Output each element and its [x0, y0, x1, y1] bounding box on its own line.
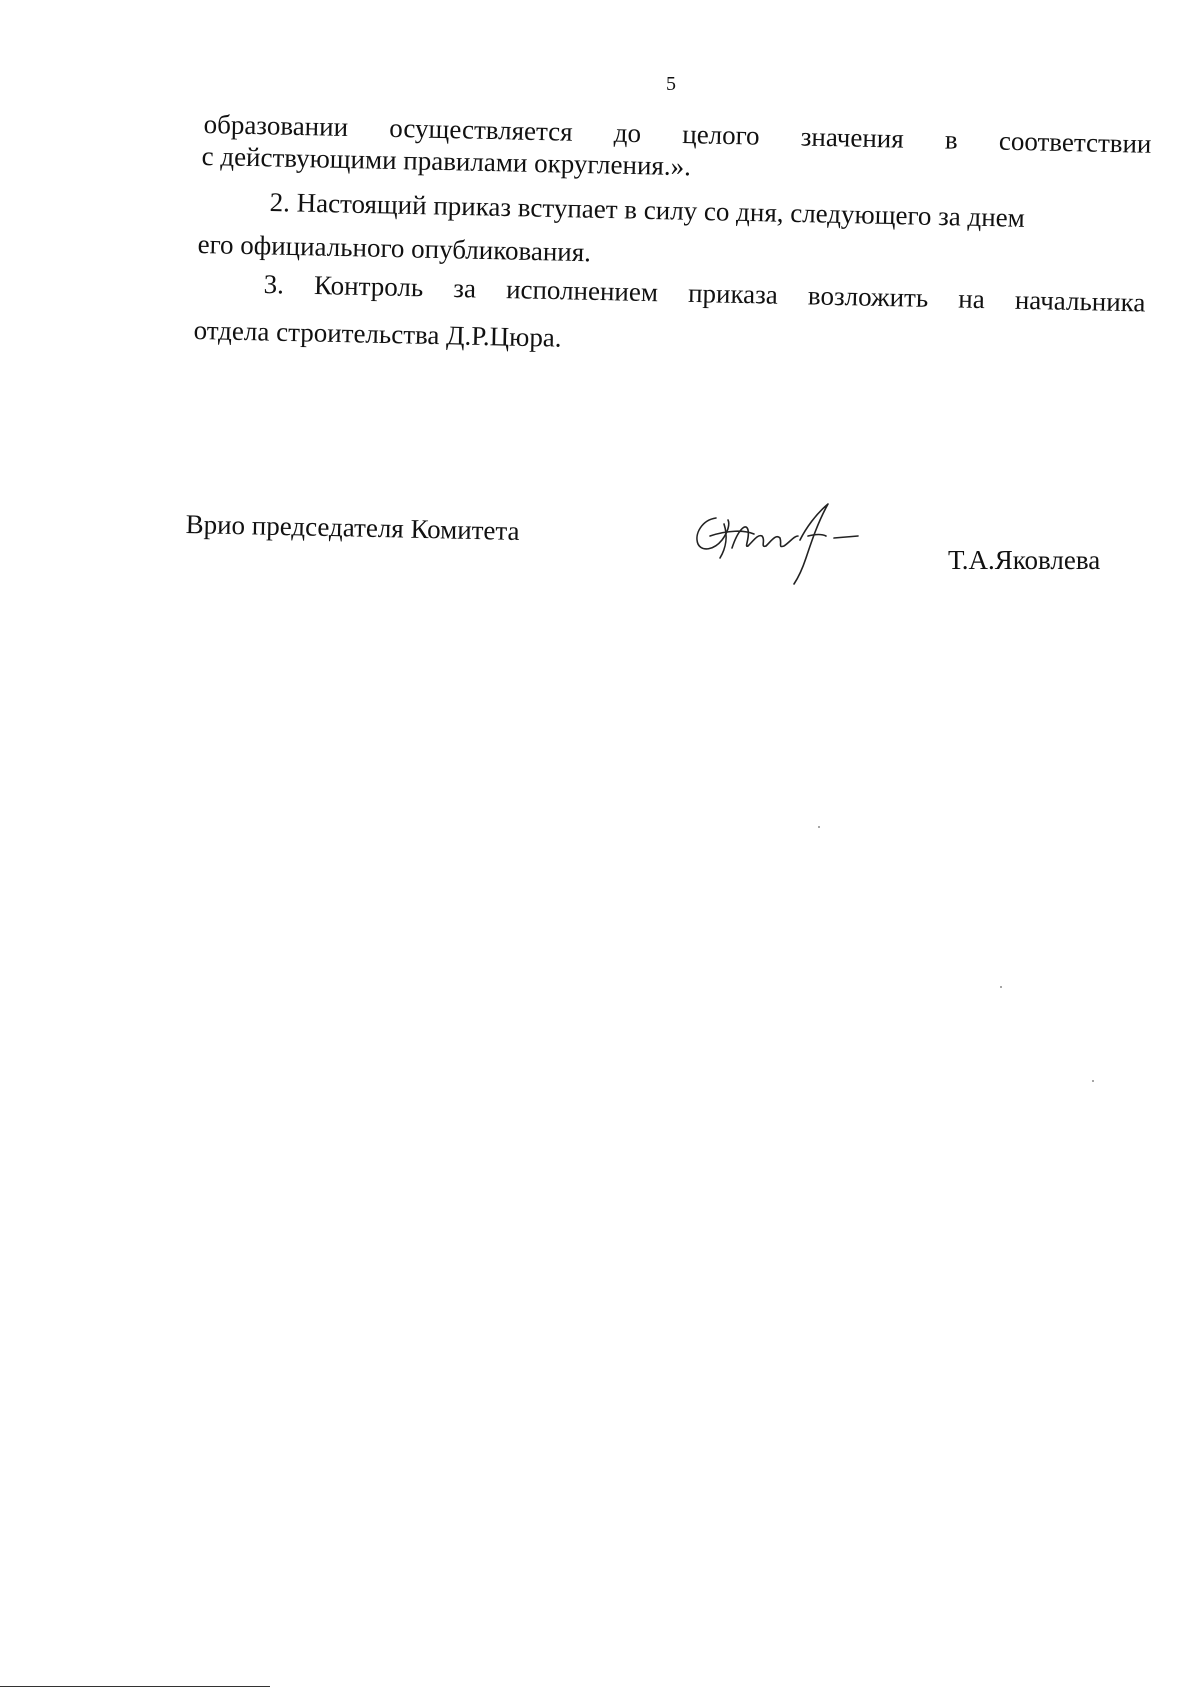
word: Контроль	[313, 270, 424, 303]
word: соответствии	[998, 125, 1152, 159]
word: целого	[681, 119, 760, 151]
word: в	[944, 124, 959, 155]
body-line-3: 2. Настоящий приказ вступает в силу со дня, следующего за днем	[269, 186, 1026, 233]
scan-speck	[1092, 1080, 1094, 1082]
word: возложить	[807, 280, 929, 313]
scan-speck	[1000, 986, 1002, 988]
page-number: 5	[666, 73, 676, 95]
body-line-6: отдела строительства Д.Р.Цюра.	[193, 314, 562, 353]
body-line-5	[263, 268, 1145, 318]
word: приказа	[687, 277, 779, 310]
word: до	[613, 117, 642, 149]
signatory-title: Врио председателя Комитета	[185, 508, 520, 546]
word: за	[453, 272, 477, 304]
word: 3.	[263, 268, 285, 300]
body-line-4: его официального опубликования.	[197, 228, 592, 268]
word: образовании	[203, 108, 349, 143]
word: значения	[800, 121, 905, 154]
word: осуществляется	[388, 112, 573, 147]
word: исполнением	[505, 274, 659, 308]
word: на	[958, 283, 986, 315]
scan-speck	[818, 826, 820, 828]
word: начальника	[1014, 284, 1146, 318]
handwritten-signature	[688, 500, 878, 590]
signatory-name: Т.А.Яковлева	[948, 545, 1101, 575]
footer-rule	[0, 1686, 270, 1687]
body-line-2: с действующими правилами округления.».	[201, 140, 692, 182]
